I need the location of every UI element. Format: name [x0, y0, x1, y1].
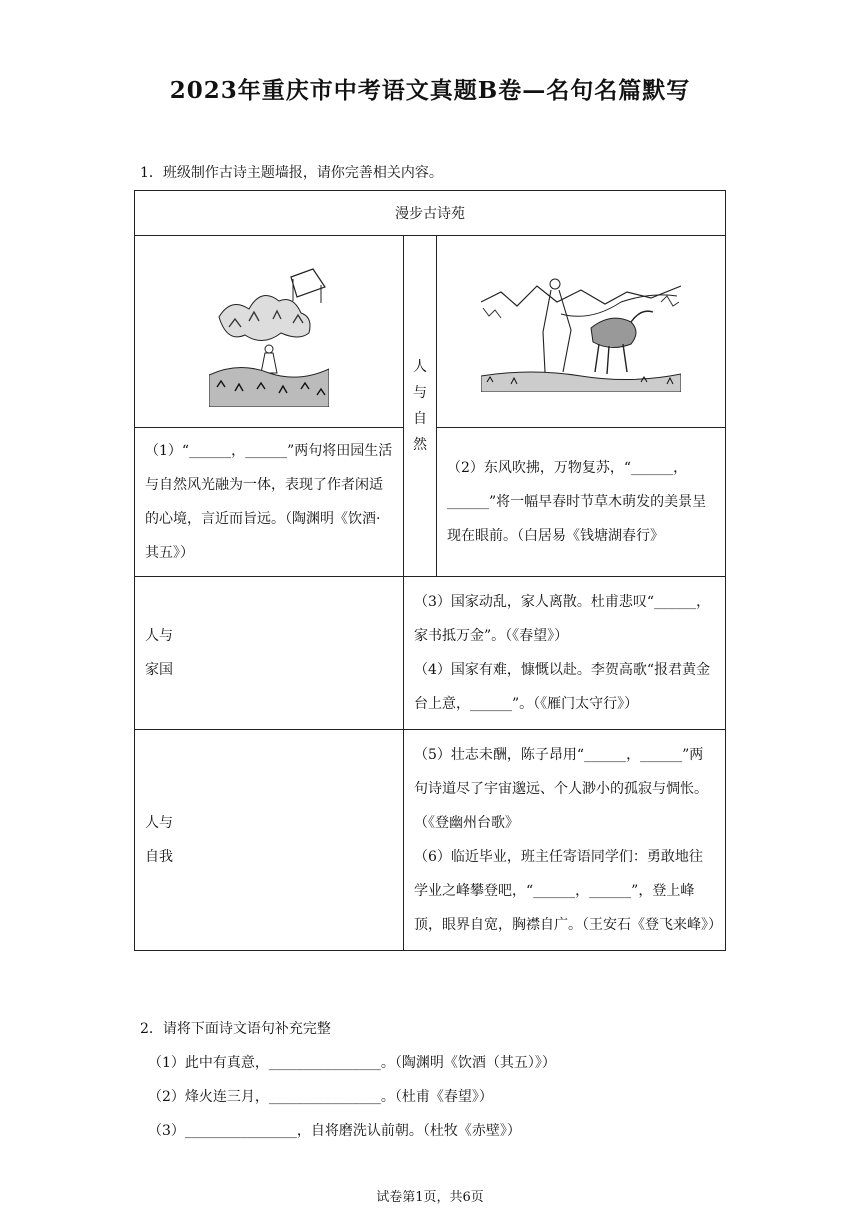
theme-homeland-content [404, 577, 726, 730]
poster-header: 漫步古诗苑 [135, 191, 726, 236]
question-2-line-2: （2）烽火连三月，________________。（杜甫《春望》） [148, 1089, 493, 1105]
poem-item-3: （3）国家动乱，家人离散。杜甫悲叹“______，家书抵万金”。（《春望》） [414, 594, 711, 644]
theme-homeland-label: 人与 家国 [135, 577, 404, 730]
pastoral-landscape-illustration [209, 257, 329, 407]
poem-item-5: （5）壮志未酬，陈子昂用“______，______”两句诗道尽了宇宙邈远、个人渺小的孤寂与惆怅。（《登幽州台歌》 [414, 747, 708, 831]
page-title: 2023年重庆市中考语文真题B卷—名句名篇默写 [169, 77, 691, 104]
question-2-line-1: （1）此中有真意，________________。（陶渊明《饮酒（其五）》） [148, 1055, 556, 1071]
illustration-right [437, 236, 726, 428]
illustration-left [135, 236, 404, 428]
question-2-prompt: 2．请将下面诗文语句补充完整 [140, 1021, 331, 1037]
theme-self-label: 人与 自我 [135, 730, 404, 951]
question-2-line-3: （3）________________，自将磨洗认前朝。（杜牧《赤壁》） [148, 1123, 521, 1139]
poem-item-6: （6）临近毕业，班主任寄语同学们：勇敢地往学业之峰攀登吧，“______，______”，登上峰顶，眼界自宽，胸襟自广。（王安石《登飞来峰》） [414, 849, 722, 933]
page-footer: 试卷第1页，共6页 [376, 1190, 484, 1205]
poem-item-1: （1）“______，______”两句将田园生活与自然风光融为一体，表现了作者闲适的心境，言近而旨远。（陶渊明《饮酒·其五》） [135, 428, 404, 577]
question-1-prompt: 1．班级制作古诗主题墙报，请你完善相关内容。 [140, 165, 443, 181]
theme-self-content [404, 730, 726, 951]
theme-nature-label: 人 与 自 然 [404, 236, 437, 577]
poster-table [134, 190, 726, 951]
poem-item-2: （2）东风吹拂，万物复苏，“______，______”将一幅早春时节草木萌发的美景呈现在眼前。（白居易《钱塘湖春行》 [437, 428, 726, 577]
poem-item-4: （4）国家有难，慷慨以赴。李贺高歌“报君黄金台上意，______”。（《雁门太守行》） [414, 662, 711, 712]
rider-and-horse-illustration [481, 272, 681, 392]
